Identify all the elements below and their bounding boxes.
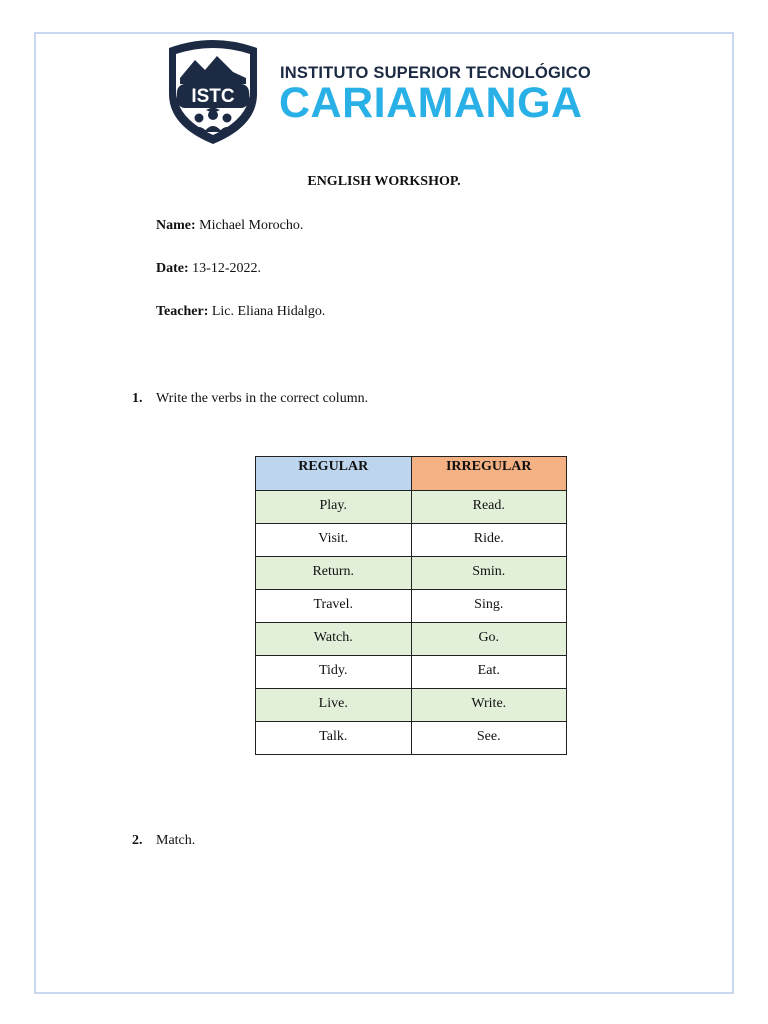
question-1-number: 1. — [132, 391, 143, 406]
header-irregular: IRREGULAR — [411, 457, 567, 491]
irregular-cell: Write. — [411, 689, 567, 722]
name-value: Michael Morocho. — [199, 218, 304, 233]
regular-cell: Talk. — [256, 722, 412, 755]
name-field — [156, 218, 303, 234]
regular-cell: Visit. — [256, 524, 412, 557]
header-regular: REGULAR — [256, 457, 412, 491]
irregular-cell: Sing. — [411, 590, 567, 623]
logo-text: ISTC — [191, 86, 235, 107]
table-row — [256, 557, 567, 590]
table-row — [256, 656, 567, 689]
question-2-text: Match. — [156, 833, 196, 848]
irregular-cell: Read. — [411, 491, 567, 524]
institute-line1: INSTITUTO SUPERIOR TECNOLÓGICO — [280, 64, 591, 82]
teacher-label: Teacher: — [156, 304, 209, 319]
table-row — [256, 623, 567, 656]
teacher-field — [156, 304, 325, 320]
regular-cell: Watch. — [256, 623, 412, 656]
logo-text-layer — [163, 38, 263, 146]
irregular-cell: Go. — [411, 623, 567, 656]
date-label: Date: — [156, 261, 189, 276]
question-2-number: 2. — [132, 833, 143, 848]
institute-name: CARIAMANGA — [279, 79, 583, 127]
regular-cell: Travel. — [256, 590, 412, 623]
table-row — [256, 491, 567, 524]
regular-cell: Return. — [256, 557, 412, 590]
teacher-value: Lic. Eliana Hidalgo. — [211, 304, 326, 319]
irregular-cell: Ride. — [411, 524, 567, 557]
irregular-cell: Eat. — [411, 656, 567, 689]
irregular-cell: Smin. — [411, 557, 567, 590]
table-row — [256, 590, 567, 623]
verb-table — [255, 456, 567, 755]
regular-cell: Play. — [256, 491, 412, 524]
question-1-text: Write the verbs in the correct column. — [156, 391, 369, 406]
page-title: ENGLISH WORKSHOP. — [307, 174, 461, 189]
table-header-row — [256, 457, 567, 491]
date-field — [156, 261, 261, 277]
table-row — [256, 689, 567, 722]
regular-cell: Live. — [256, 689, 412, 722]
table-row — [256, 524, 567, 557]
table-row — [256, 722, 567, 755]
date-value: 13-12-2022. — [192, 261, 261, 276]
name-label: Name: — [156, 218, 196, 233]
irregular-cell: See. — [411, 722, 567, 755]
regular-cell: Tidy. — [256, 656, 412, 689]
